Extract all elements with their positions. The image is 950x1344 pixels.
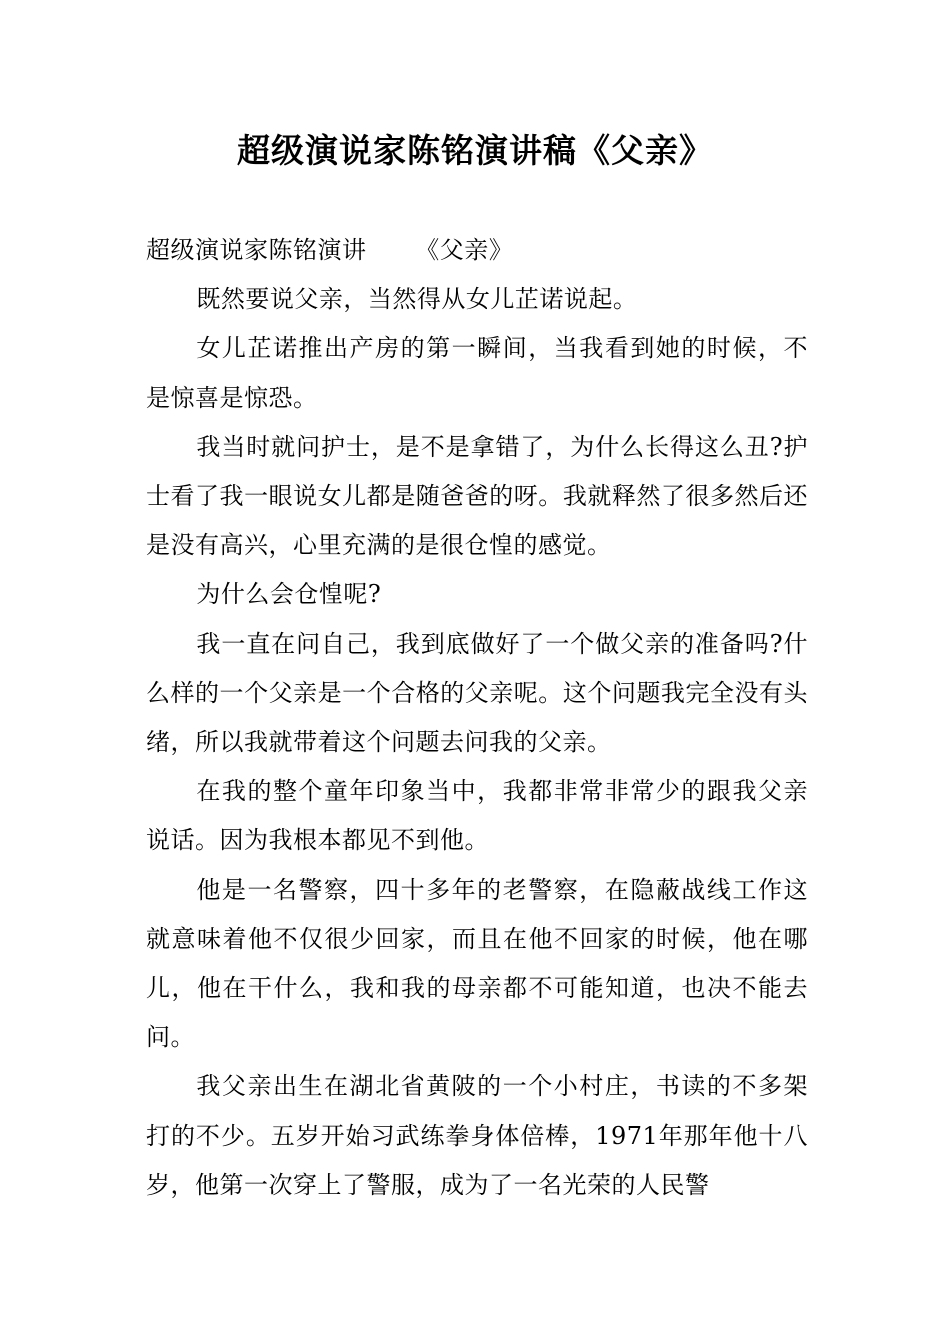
document-body	[146, 226, 808, 1210]
paragraph: 女儿芷诺推出产房的第一瞬间，当我看到她的时候，不是惊喜是惊恐。	[146, 334, 808, 412]
document-title: 超级演说家陈铭演讲稿《父亲》	[237, 131, 713, 170]
document-subtitle: 超级演说家陈铭演讲 《父亲》	[146, 236, 514, 264]
paragraph: 在我的整个童年印象当中，我都非常非常少的跟我父亲说话。因为我根本都见不到他。	[146, 777, 808, 855]
paragraph: 我一直在问自己，我到底做好了一个做父亲的准备吗?什么样的一个父亲是一个合格的父亲呢。这个问题我完全没有头绪，所以我就带着这个问题去问我的父亲。	[146, 629, 808, 757]
paragraph: 我父亲出生在湖北省黄陂的一个小村庄，书读的不多架打的不少。五岁开始习武练拳身体倍棒，1971年那年他十八岁，他第一次穿上了警服，成为了一名光荣的人民警	[146, 1072, 808, 1199]
paragraph: 他是一名警察，四十多年的老警察，在隐蔽战线工作这就意味着他不仅很少回家，而且在他不回家的时候，他在哪儿，他在干什么，我和我的母亲都不可能知道，也决不能去问。	[146, 875, 808, 1052]
paragraph: 我当时就问护士，是不是拿错了，为什么长得这么丑?护士看了我一眼说女儿都是随爸爸的呀。我就释然了很多然后还是没有高兴，心里充满的是很仓惶的感觉。	[146, 432, 808, 560]
paragraph: 为什么会仓惶呢?	[196, 580, 382, 609]
paragraph: 既然要说父亲，当然得从女儿芷诺说起。	[196, 285, 638, 314]
